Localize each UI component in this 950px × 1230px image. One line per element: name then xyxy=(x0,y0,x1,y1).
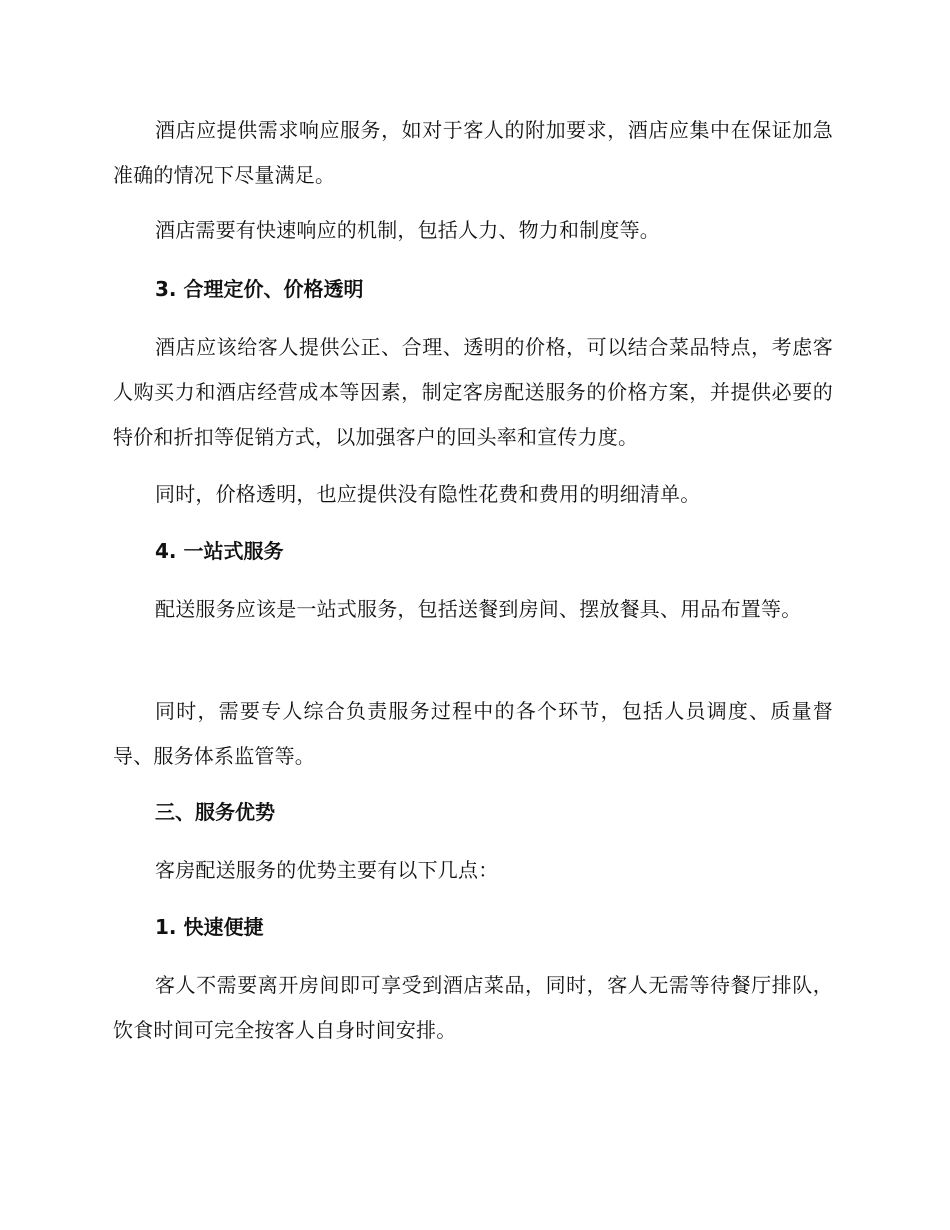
heading-fast-convenient: 1. 快速便捷 xyxy=(155,915,264,939)
paragraph-fast-response: 酒店需要有快速响应的机制，包括人力、物力和制度等。 xyxy=(155,218,660,242)
section-heading-advantages: 三、服务优势 xyxy=(155,800,275,824)
paragraph-price-transparency: 同时，价格透明，也应提供没有隐性花费和费用的明细清单。 xyxy=(155,482,701,506)
heading-one-stop-service: 4. 一站式服务 xyxy=(155,539,284,563)
paragraph-one-stop-service: 配送服务应该是一站式服务，包括送餐到房间、摆放餐具、用品布置等。 xyxy=(155,597,802,621)
paragraph-fast-convenient: 客人不需要离开房间即可享受到酒店菜品，同时，客人无需等待餐厅排队，饮食时间可完全按客人自身时间安排。 xyxy=(113,973,833,1042)
paragraph-demand-response: 酒店应提供需求响应服务，如对于客人的附加要求，酒店应集中在保证加急准确的情况下尽量满足。 xyxy=(113,118,833,187)
heading-pricing: 3. 合理定价、价格透明 xyxy=(155,277,364,301)
paragraph-advantages-intro: 客房配送服务的优势主要有以下几点： xyxy=(155,858,499,882)
paragraph-pricing: 酒店应该给客人提供公正、合理、透明的价格，可以结合菜品特点，考虑客人购买力和酒店经营成本等因素，制定客房配送服务的价格方案，并提供必要的特价和折扣等促销方式，以加强客户的回头率和宣传力度。 xyxy=(113,335,833,449)
paragraph-dedicated-staff: 同时，需要专人综合负责服务过程中的各个环节，包括人员调度、质量督导、服务体系监管等。 xyxy=(113,699,833,768)
